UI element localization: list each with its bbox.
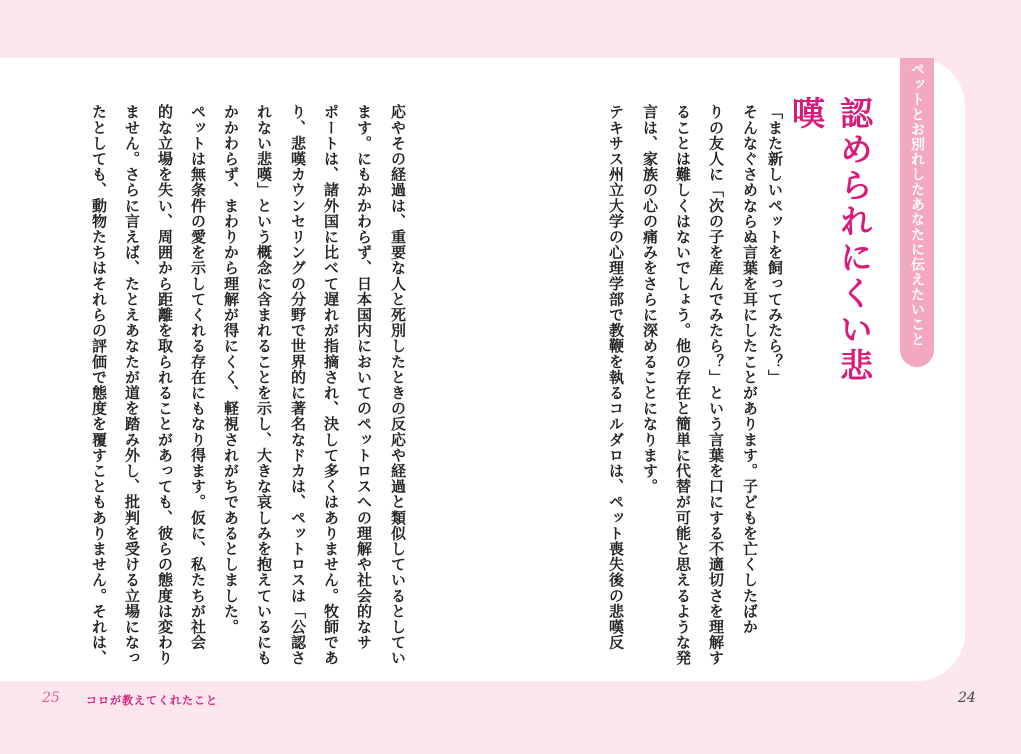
running-title: コロが教えてくれたこと bbox=[86, 694, 218, 707]
body-line: かかわらず、まわりから理解が得にくく、軽視されがちであるとしました。 bbox=[222, 104, 240, 635]
body-line: りの友人に「次の子を産んでみたら？」という言葉を口にする不適切さを理解す bbox=[707, 104, 725, 666]
body-line: ポートは、諸外国に比べて遅れが指摘され、決して多くはありません。牧師であ bbox=[322, 104, 340, 666]
left-page-number: 25 bbox=[42, 690, 60, 706]
body-line: れない悲嘆」という概念に含まれることを示し、大きな哀しみを抱えているにも bbox=[255, 104, 273, 666]
body-line: ペットは無条件の愛を示してくれる存在にもなり得ます。仮に、私たちが社会 bbox=[189, 104, 207, 650]
body-line: ません。さらに言えば、たとえあなたが道を踏み外し、批判を受ける立場になっ bbox=[123, 104, 141, 666]
body-line: 「また新しいペットを飼ってみたら？」 bbox=[766, 104, 784, 385]
body-line: ます。にもかかわらず、日本国内においてのペットロスへの理解や社会的なサ bbox=[355, 104, 373, 650]
chapter-tab-label: ペットとお別れしたあなたに伝えたいこと① bbox=[875, 62, 925, 347]
page-background bbox=[0, 58, 965, 681]
body-line: 的な立場を失い、周囲から距離を取られることがあっても、彼らの態度は変わり bbox=[156, 104, 174, 666]
body-line: 言は、家族の心の痛みをさらに深めることになります。 bbox=[641, 104, 659, 494]
body-line: 応やその経過は、重要な人と死別したときの反応や経過と類似しているとしてい bbox=[389, 104, 407, 666]
right-page-number: 24 bbox=[958, 690, 976, 706]
body-line: り、悲嘆カウンセリングの分野で世界的に著名なドカは、ペットロスは「公認さ bbox=[289, 104, 307, 666]
body-line: テキサス州立大学の心理学部で教鞭を執るコルダロは、ペット喪失後の悲嘆反 bbox=[607, 104, 625, 650]
body-line: そんなぐさめならぬ言葉を耳にしたことがあります。子どもを亡くしたばか bbox=[741, 104, 759, 635]
page-title: 認められにくい悲嘆 bbox=[787, 96, 874, 384]
body-line: たとしても、動物たちはそれらの評価で態度を覆すこともありません。それは、 bbox=[90, 104, 108, 666]
body-line: ることは難しくはないでしょう。他の存在と簡単に代替が可能と思えるような発 bbox=[674, 104, 692, 666]
